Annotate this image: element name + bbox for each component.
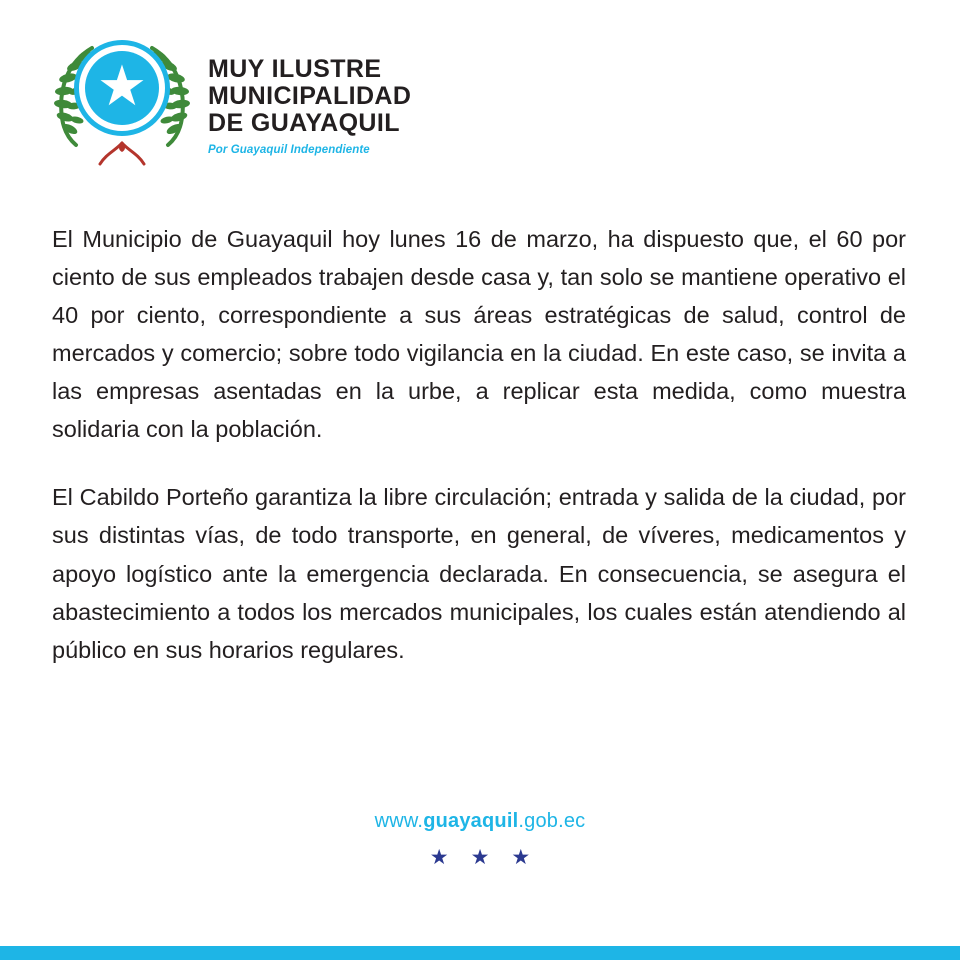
- star-icon: ★: [96, 54, 148, 117]
- wordmark-tagline: Por Guayaquil Independiente: [208, 144, 370, 156]
- paragraph-1: El Municipio de Guayaquil hoy lunes 16 de marzo, ha dispuesto que, el 60 por ciento de sus empleados trabajen desde casa y, tan solo se mantiene operativo el 40 por ciento, correspondiente a sus áreas estratégicas de salud, control de mercados y comercio; sobre todo vigilancia en la ciudad. En este caso, se invita a las empresas asentadas en la urbe, a replicar esta medida, como muestra solidaria con la población.: [52, 226, 906, 443]
- star-icon-3: ★: [511, 846, 531, 869]
- wordmark: [208, 38, 411, 156]
- wordmark-line-1: MUY ILUSTRE: [208, 55, 382, 83]
- star-icon-1: ★: [429, 846, 449, 869]
- crest-disc: [74, 40, 170, 136]
- website-url[interactable]: [375, 810, 586, 833]
- footer-stars: [430, 847, 530, 868]
- wordmark-line-2: MUNICIPALIDAD: [208, 82, 412, 110]
- wordmark-line-3: DE GUAYAQUIL: [208, 109, 400, 137]
- url-suffix: .gob.ec: [518, 810, 586, 832]
- ribbon-icon: [98, 140, 146, 166]
- guayaquil-crest-icon: [52, 38, 192, 166]
- url-prefix: www.: [374, 810, 424, 832]
- star-icon-2: ★: [470, 846, 490, 869]
- url-domain: guayaquil: [423, 810, 519, 832]
- document-header: [0, 0, 960, 160]
- document-footer: [0, 804, 960, 960]
- paragraph-2: El Cabildo Porteño garantiza la libre circulación; entrada y salida de la ciudad, por sus distintas vías, de todo transporte, en general, de víveres, medicamentos y apoyo logístico ante la emergencia declarada. En consecuencia, se asegura el abastecimiento a todos los mercados municipales, los cuales están atendiendo al público en sus horarios regulares.: [52, 484, 906, 663]
- crest-disc-inner: [85, 51, 159, 125]
- bottom-accent-bar: [0, 946, 960, 960]
